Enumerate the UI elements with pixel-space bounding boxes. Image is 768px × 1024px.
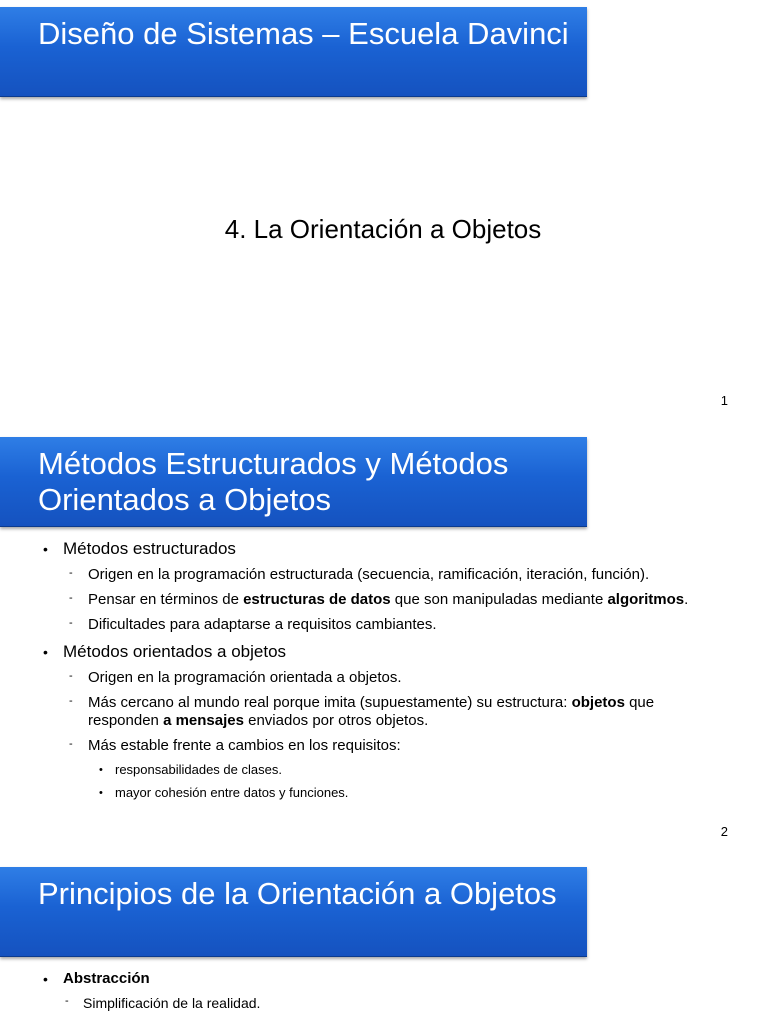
sub-bullet bbox=[43, 995, 723, 1012]
sub-bullet-text-pre: Pensar en términos de bbox=[88, 591, 244, 608]
slide-1-page-number: 1 bbox=[720, 393, 728, 408]
dash-glyph: - bbox=[69, 670, 73, 682]
bold-term-estructuras-de-datos: estructuras de datos bbox=[243, 591, 391, 608]
sub-bullet-text: Origen en la programación estructurada (secuencia, ramificación, iteración, función). bbox=[88, 566, 650, 583]
bullet-metodos-estructurados bbox=[43, 538, 723, 560]
dash-glyph: - bbox=[69, 617, 73, 629]
slide-1-title: Diseño de Sistemas – Escuela Davinci bbox=[38, 16, 569, 51]
bullet-glyph: • bbox=[99, 764, 103, 776]
slide-2 bbox=[0, 430, 768, 860]
sub-bullet-text-pre: Más cercano al mundo real porque imita (supuestamente) su estructura: bbox=[88, 694, 572, 711]
dash-glyph: - bbox=[69, 738, 73, 750]
sub-bullet bbox=[43, 669, 723, 687]
slide-2-content bbox=[43, 538, 723, 808]
dash-glyph: - bbox=[65, 995, 69, 1007]
sub-bullet-text: Simplificación de la realidad. bbox=[83, 995, 261, 1011]
sub-sub-bullet bbox=[43, 785, 723, 801]
dash-glyph: - bbox=[69, 592, 73, 604]
bold-term-algoritmos: algoritmos bbox=[607, 591, 685, 608]
sub-bullet bbox=[43, 616, 723, 634]
sub-bullet bbox=[43, 737, 723, 755]
slide-1 bbox=[0, 0, 768, 430]
dash-glyph: - bbox=[69, 567, 73, 579]
bullet-text: Métodos orientados a objetos bbox=[63, 642, 287, 661]
sub-sub-bullet-text: mayor cohesión entre datos y funciones. bbox=[115, 785, 349, 800]
sub-bullet-text-post: . bbox=[684, 591, 689, 608]
bullet-text: Abstracción bbox=[63, 970, 150, 987]
slide-3-title: Principios de la Orientación a Objetos bbox=[38, 876, 557, 911]
slide-2-title-banner bbox=[0, 437, 587, 527]
slide-1-subtitle: 4. La Orientación a Objetos bbox=[224, 214, 542, 244]
bullet-glyph: • bbox=[43, 644, 48, 660]
slide-3-title-banner bbox=[0, 867, 587, 957]
sub-sub-bullet bbox=[43, 762, 723, 778]
sub-bullet-text-mid: que son manipuladas mediante bbox=[390, 591, 608, 608]
bold-term-a-mensajes: a mensajes bbox=[163, 712, 244, 729]
slide-3-content bbox=[43, 969, 723, 1019]
slide-2-title: Métodos Estructurados y Métodos Orientados a Objetos bbox=[38, 446, 509, 517]
dash-glyph: - bbox=[69, 695, 73, 707]
slide-3 bbox=[0, 860, 768, 1024]
sub-bullet-text-mid: que responden bbox=[88, 694, 655, 729]
sub-bullet-text: Más estable frente a cambios en los requisitos: bbox=[88, 737, 401, 754]
bullet-abstraccion bbox=[43, 969, 723, 989]
slide-1-title-banner bbox=[0, 7, 587, 97]
slide-2-page-number: 2 bbox=[720, 824, 728, 839]
bullet-text: Métodos estructurados bbox=[63, 539, 236, 558]
bullet-glyph: • bbox=[43, 971, 48, 987]
bullet-glyph: • bbox=[99, 787, 103, 799]
sub-bullet bbox=[43, 591, 723, 609]
bold-term-objetos: objetos bbox=[571, 694, 625, 711]
sub-bullet-text: Dificultades para adaptarse a requisitos cambiantes. bbox=[88, 616, 437, 633]
sub-bullet bbox=[43, 566, 723, 584]
sub-bullet-text: Origen en la programación orientada a objetos. bbox=[88, 669, 402, 686]
sub-sub-bullet-text: responsabilidades de clases. bbox=[115, 762, 282, 777]
bullet-glyph: • bbox=[43, 541, 48, 557]
sub-bullet-text-post: enviados por otros objetos. bbox=[243, 712, 429, 729]
sub-bullet bbox=[43, 694, 723, 730]
bullet-metodos-orientados bbox=[43, 641, 723, 663]
